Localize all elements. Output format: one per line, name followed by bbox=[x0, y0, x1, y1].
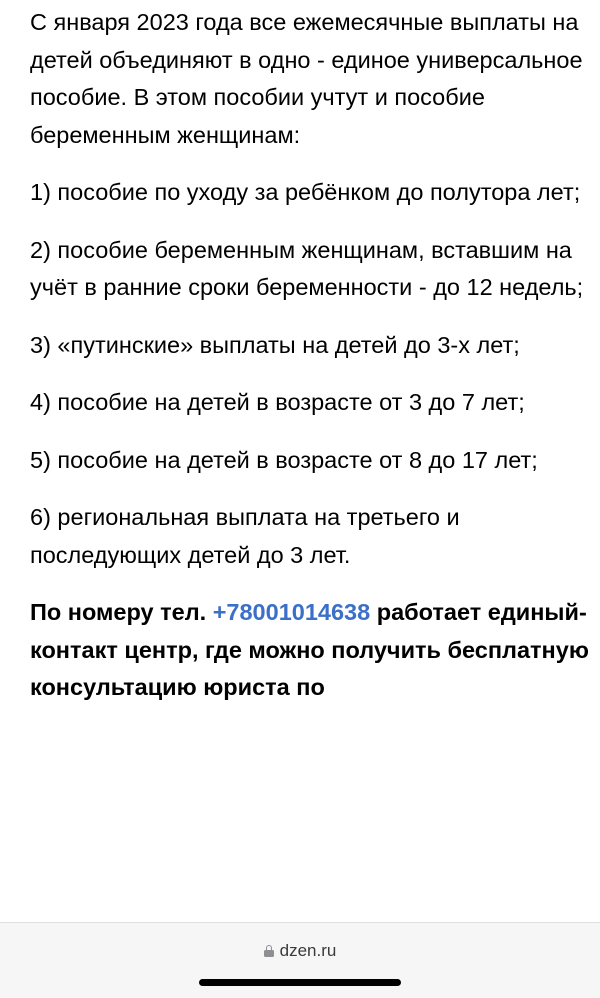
list-item: 5) пособие на детей в возрасте от 8 до 17 лет; bbox=[30, 446, 538, 473]
lock-icon bbox=[264, 945, 274, 957]
contact-paragraph bbox=[30, 594, 590, 707]
contact-suffix: работает единый-контакт центр, где можно получить бесплатную консультацию юриста по bbox=[30, 599, 589, 700]
home-indicator[interactable] bbox=[199, 979, 401, 986]
list-item: 4) пособие на детей в возрасте от 3 до 7 лет; bbox=[30, 389, 525, 415]
url-text: dzen.ru bbox=[279, 941, 337, 960]
browser-bottom-bar bbox=[0, 922, 600, 998]
list-item: 3) «путинские» выплаты на детей до 3-х лет; bbox=[30, 331, 520, 358]
phone-link[interactable]: +78001014638 bbox=[212, 599, 371, 625]
list-item: 1) пособие по уходу за ребёнком до полутора лет; bbox=[30, 179, 581, 205]
article-intro: С января 2023 года все ежемесячные выплаты на детей объединяют в одно - единое универсальное пособие. В этом пособии учтут и пособие беременным женщинам: bbox=[30, 9, 583, 148]
contact-prefix: По номеру тел. bbox=[30, 599, 207, 625]
article-body bbox=[30, 4, 590, 727]
address-bar[interactable] bbox=[0, 941, 600, 961]
list-item: 6) региональная выплата на третьего и последующих детей до 3 лет. bbox=[30, 504, 460, 568]
list-item: 2) пособие беременным женщинам, вставшим на учёт в ранние сроки беременности - до 12 недель; bbox=[30, 236, 584, 300]
